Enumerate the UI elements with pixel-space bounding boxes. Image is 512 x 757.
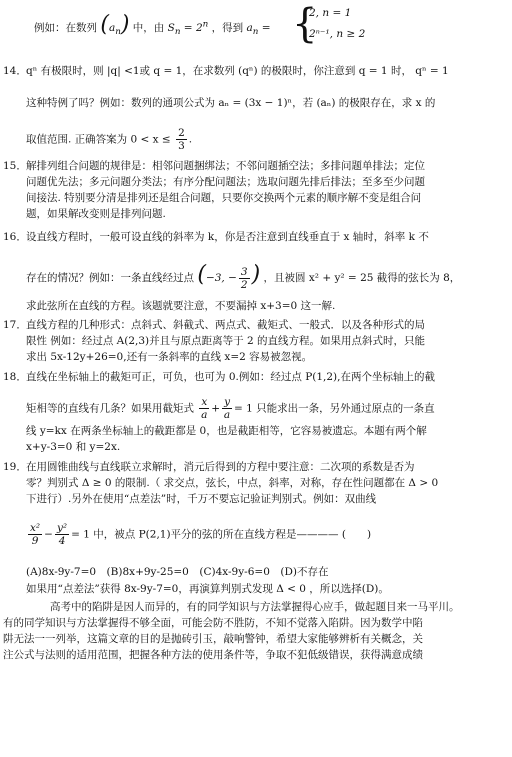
point-den: 2 [240,278,248,291]
item-19-line2: 零？判别式 Δ ≥ 0 的限制.（ 求交点，弦长，中点，斜率，对称，存在性问题都在 Δ > 0 [26,477,439,489]
fraction-y2-over-4 [55,522,69,547]
item-18-line1: 直线在坐标轴上的截矩可正，可负，也可为 0.例如：经过点 P(1,2),在两个坐标轴上的截 [26,371,435,383]
item-14-line3 [26,127,192,152]
item-14-line1: qⁿ 有极限时，则 |q| <1或 q = 1，在求数列 (qⁿ) 的极限时，你注意到 q = 1 时， qⁿ = 1 [26,65,449,77]
item-14-number: 14． [3,65,27,77]
item-16-text-a: 存在的情况？例如：一条直线经过点 [26,272,194,284]
item-15-number: 15． [3,160,27,172]
item-15-line4: 题，如果解改变则是排列问题. [26,208,166,220]
item-18-number: 18． [3,371,27,383]
frac-num: 2 [178,127,185,139]
e-y-den: 4 [58,535,66,547]
item-16-line1: 设直线方程时，一般可设直线的斜率为 k，你是否注意到直线垂直于 x 轴时，斜率 k 不 [26,231,429,243]
item-17-line1: 直线方程的几种形式：点斜式、斜截式、两点式、截矩式、一般式．以及各种形式的局 [26,319,425,331]
intro-mid: 中，由 [132,22,165,34]
intro-line [34,13,271,39]
item-19-question: = 1 中，被点 P(2,1)平分的弦的所在直线方程是———— ( ) [71,528,372,541]
e-x-num: x² [30,522,41,534]
item-14-line2: 这种特例了吗？例如：数列的通项公式为 aₙ = (3x − 1)ⁿ，若 (aₙ) 的极限存在，求 x 的 [26,97,436,109]
item-17-line2: 限性 例如：经过点 A(2,3)并且与原点距离等于 2 的直线方程。如果用点斜式时，只能 [26,335,426,347]
item-14-answer: 取值范围. 正确答案为 0 < x ≤ [26,133,171,146]
item-19-line4: $\frac{\text{x²}}{9}$ − $\frac{\text{y²}}{4}$ = 1 中，被点 P(2,1)平分的弦的所在直线方程是———— ( ) [30,522,372,547]
item-18-text-a: 矩相等的直线有几条？如果用截矩式 [26,402,194,415]
item-18-text-b: = 1 只能求出一条，另外通过原点的一条直 [234,402,435,415]
item-16-text-b: ，且被圆 x² + y² = 25 截得的弦长为 8， [263,272,461,284]
fraction-y-over-a [222,396,232,421]
e-x-den: 9 [31,535,39,547]
closing-line4: 注公式与法则的适用范围，把握各种方法的使用条件等，争取不犯低级错误，获得满意成绩 [3,649,423,661]
item-16-number: 16． [3,231,27,243]
item-19-options: (A)8x-9y-7=0 (B)8x+9y-25=0 (C)4x-9y-6=0 (D)不存在 [26,566,329,578]
sn-formula: $S_n = 2^n$ [167,19,209,38]
closing-line3: 阱无法一一列举，这篇文章的目的是抛砖引玉，敲响警钟，希望大家能够辨析有关概念，关 [3,633,423,645]
item-19-line1: 在用圆锥曲线与直线联立求解时，消元后得到的方程中要注意：二次项的系数是否为 [26,461,415,473]
item-19-explain: 如果用“点差法”获得 8x-9y-7=0，再演算判别式发现 Δ < 0 ，所以选择(D)。 [26,583,389,595]
seq-an: $(a_n)$ [100,12,130,38]
item-17-line3: 求出 5x-12y+26=0,还有一条斜率的直线 x=2 容易被忽视。 [26,351,313,363]
piecewise-brace: { [292,1,318,47]
point-a: −3, − [205,272,237,284]
item-19-line3: 下进行）.另外在使用“点差法”时，千万不要忘记验证判别式。例如：双曲线 [26,493,377,505]
item-15-line2: 问题优先法；多元问题分类法；有序分配问题法；选取问题先排后排法；至多至少问题 [26,176,425,188]
item-15-line3: 间接法. 特别要分清是排列还是组合问题，只要你交换两个元素的顺序解不变是组合问 [26,192,422,204]
fx-num: x [201,396,208,408]
point-num: 3 [240,265,248,278]
fy-den: a [223,409,231,421]
fx-den: a [201,409,208,421]
item-16-line2 [26,263,460,291]
intro-prefix: 例如：在数列 [34,22,97,34]
item-14-period: . [188,133,193,146]
e-y-num: y² [56,522,68,534]
item-15-line1: 解排列组合问题的规律是：相邻问题捆绑法；不邻问题插空法；多排问题单排法；定位 [26,160,425,172]
item-19-number: 19． [3,461,27,473]
frac-den: 3 [178,140,185,152]
closing-line2: 有的同学知识与方法掌握得不够全面，可能会防不胜防，不知不觉落入陷阱。因为数学中陷 [3,617,423,629]
item-16-line3: 求此弦所在直线的方程。该题就要注意，不要漏掉 x+3=0 这一解. [26,300,336,312]
an-lhs: $a_n$ = [246,22,271,38]
case-1: 2, n = 1 [309,7,352,19]
fy-num: y [224,396,231,408]
fraction-two-thirds [176,127,187,152]
item-18-line3: 线 y=kx 在两条坐标轴上的截距都是 0，也是截距相等，它容易被遗忘。本题有两个解 [26,425,427,437]
case-2: 2ⁿ⁻¹, n ≥ 2 [309,28,366,40]
intro-cond: ，得到 [211,22,244,34]
item-18-line4: x+y-3=0 和 y=2x. [26,441,121,453]
fraction-x2-over-9 [28,522,42,547]
fraction-x-over-a [199,396,209,421]
closing-line1: 高考中的陷阱是因人而异的，有的同学知识与方法掌握得心应手，做起题目来一马平川。 [50,601,460,613]
point-coords: (−3, − $\frac{3}{2}$ ) [197,262,261,291]
item-18-line2: 矩相等的直线有几条？如果用截矩式 $\frac{x}{a}$ + $\frac{y}{a}$ = 1 只能求出一条，另外通过原点的一条直 [26,396,435,421]
item-17-number: 17． [3,319,27,331]
